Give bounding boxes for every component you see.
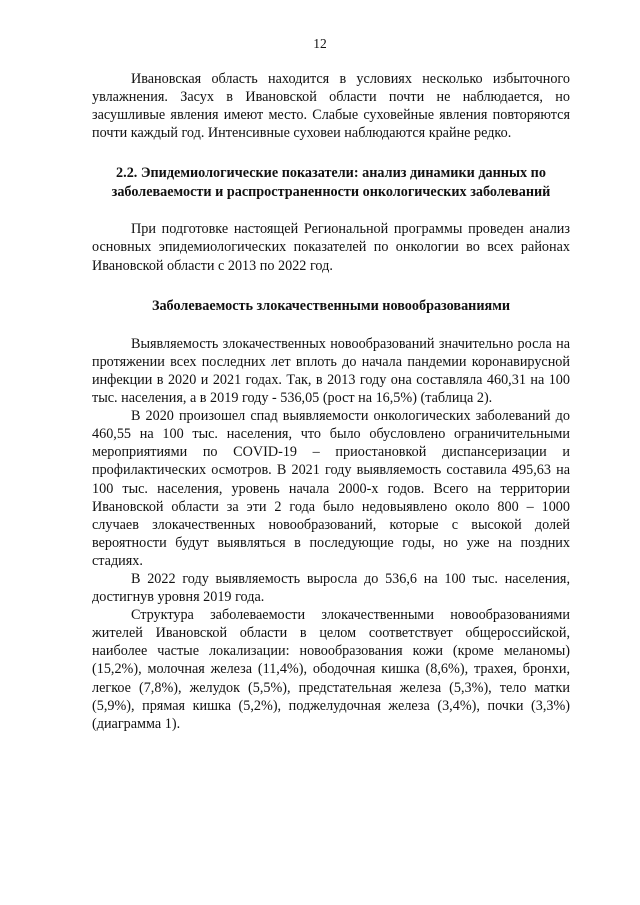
paragraph-detection-growth: Выявляемость злокачественных новообразований значительно росла на протяжении всех последних лет вплоть до начала пандемии коронавирусной инфекции в 2020 и 2021 годах. Так, в 2013 году она составляла 460,31 на 100 тыс. населения, а в 2019 году - 536,05 (рост на 16,5%) (таблица 2). <box>92 335 570 407</box>
paragraph-structure: Структура заболеваемости злокачественными новообразованиями жителей Ивановской области в целом соответствует общероссийской, наиболее частые локализации: новообразования кожи (кроме меланомы) (15,2%), молочная железа (11,4%), ободочная кишка (8,6%), трахея, бронхи, легкое (7,8%), желудок (5,5%), предстательная железа (5,3%), тело матки (5,9%), прямая кишка (5,2%), поджелудочная железа (3,4%), почки (3,3%) (диаграмма 1). <box>92 607 570 732</box>
spacer <box>92 202 570 220</box>
paragraph-analysis-intro: При подготовке настоящей Региональной программы проведен анализ основных эпидемиологических показателей по онкологии во всех районах Ивановской области с 2013 по 2022 год. <box>92 221 570 274</box>
page-number: 12 <box>313 36 327 51</box>
paragraph-covid-decline: В 2020 произошел спад выявляемости онкологических заболеваний до 460,55 на 100 тыс. населения, что было обусловлено ограничительными мероприятиями по COVID-19 – приостановкой диспансеризации и профилактических осмотров. В 2021 году выявляемость составила 495,63 на 100 тыс. населения, уровень начала 2000-х годов. Всего на территории Ивановской области за эти 2 года было недовыявлено около 800 – 1000 случаев злокачественных новообразований, которые с высокой долей вероятности будут выявляться в последующие годы, но уже на поздних стадиях. <box>92 408 570 569</box>
subheading-incidence: Заболеваемость злокачественными новообразованиями <box>151 297 511 314</box>
paragraph-year-2022: В 2022 году выявляемость выросла до 536,6 на 100 тыс. населения, достигнув уровня 2019 года. <box>92 570 570 606</box>
paragraph-climate: Ивановская область находится в условиях несколько избыточного увлажнения. Засух в Ивановской области почти не наблюдается, но засушливые явления имеют место. Слабые суховейные явления повторяются почти каждый год. Интенсивные суховеи наблюдаются крайне редко. <box>92 71 570 142</box>
section-title: 2.2. Эпидемиологические показатели: анализ динамики данных по заболеваемости и распространенности онкологических заболеваний <box>111 165 551 201</box>
document-body <box>92 70 570 733</box>
